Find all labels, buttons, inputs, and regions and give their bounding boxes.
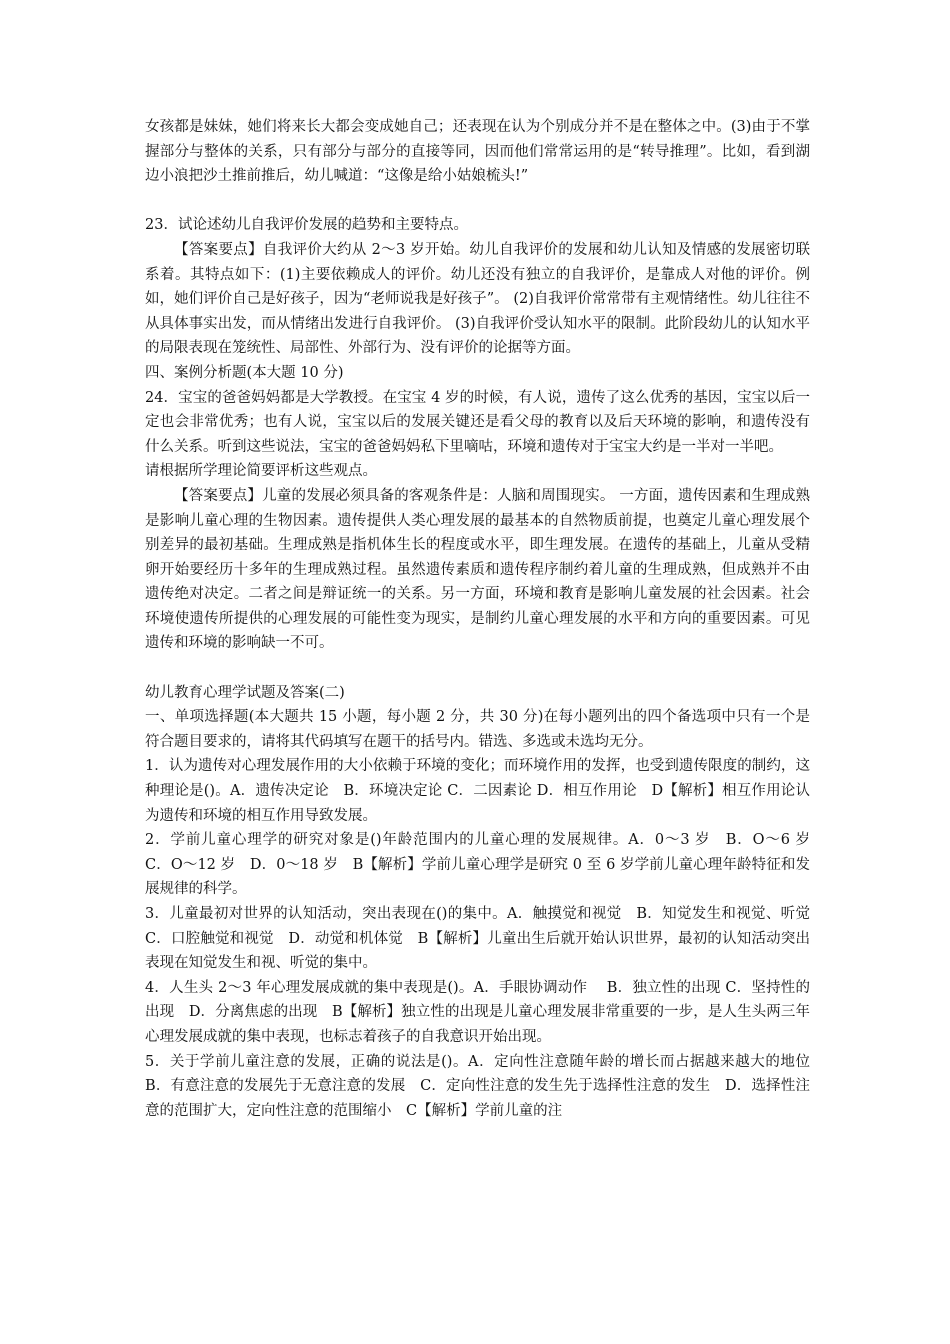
question-3: 3．儿童最初对世界的认知活动，突出表现在()的集中。A．触摸觉和视觉 B．知觉发生和视觉、听觉 C．口腔触觉和视觉 D．动觉和机体觉 B【解析】儿童出生后就开始认识世界，最初的认知活动突出表现在知觉发生和视、听觉的集中。 [145, 906, 825, 972]
question-2: 2．学前儿童心理学的研究对象是()年龄范围内的儿童心理的发展规律。A．0～3 岁 B．O～6 岁 C．O～12 岁 D．0～18 岁 B【解析】学前儿童心理学是研究 0 至 6 岁学前儿童心理年龄特征和发展规律的科学。 [145, 832, 825, 898]
question-1: 1．认为遗传对心理发展作用的大小依赖于环境的变化；而环境作用的发挥，也受到遗传限度的制约，这种理论是()。A．遗传决定论 B．环境决定论 C．二因素论 D．相互作用论 D【解析】相互作用论认为遗传和环境的相互作用导致发展。 [145, 758, 810, 824]
answer-24: 【答案要点】儿童的发展必须具备的客观条件是：人脑和周围现实。 一方面，遗传因素和生理成熟是影响儿童心理的生物因素。遗传提供人类心理发展的最基本的自然物质前提，也奠定儿童心理发展个别差异的最初基础。生理成熟是指机体生长的程度或水平，即生理发展。在遗传的基础上，儿童从受精卵开始要经历十多年的生理成熟过程。虽然遗传素质和遗传程序制约着儿童的生理成熟，但成熟并不由遗传绝对决定。二者之间是辩证统一的关系。另一方面，环境和教育是影响儿童发展的社会因素。社会环境使遗传所提供的心理发展的可能性变为现实，是制约儿童心理发展的水平和方向的重要因素。可见遗传和环境的影响缺一不可。 [145, 487, 810, 652]
paragraph-intro: 女孩都是妹妹，她们将来长大都会变成她自己；还表现在认为个别成分并不是在整体之中。(3)由于不掌握部分与整体的关系，只有部分与部分的直接等同，因而他们常常运用的是“转导推理”。比如，看到湖边小浪把沙土推前推后，幼儿喊道：“这像是给小姑娘梳头!” [145, 119, 810, 185]
section-heading-single-choice: 一、单项选择题(本大题共 15 小题，每小题 2 分，共 30 分)在每小题列出的四个备选项中只有一个是符合题目要求的，请将其代码填写在题干的括号内。错选、多选或未选均无分。 [145, 709, 810, 750]
document-page [145, 115, 825, 1123]
question-23: 23．试论述幼儿自我评价发展的趋势和主要特点。 [145, 217, 468, 234]
question-24: 24．宝宝的爸爸妈妈都是大学教授。在宝宝 4 岁的时候，有人说，遗传了这么优秀的基因，宝宝以后一定也会非常优秀；也有人说，宝宝以后的发展关键还是看父母的教育以及后天环境的影响，和遗传没有什么关系。听到这些说法，宝宝的爸爸妈妈私下里嘀咕，环境和遗传对于宝宝大约是一半对一半吧。 [145, 389, 810, 455]
section-heading-case-analysis: 四、案例分析题(本大题 10 分) [145, 364, 344, 381]
question-4: 4．人生头 2～3 年心理发展成就的集中表现是()。A．手眼协调动作 B．独立性的出现 C．坚持性的出现 D．分离焦虑的出现 B【解析】独立性的出现是儿童心理发展非常重要的一步，是人生头两三年心理发展成就的集中表现，也标志着孩子的自我意识开始出现。 [145, 979, 810, 1045]
question-24-instruction: 请根据所学理论简要评析这些观点。 [145, 463, 377, 480]
answer-23: 【答案要点】自我评价大约从 2～3 岁开始。幼儿自我评价的发展和幼儿认知及情感的发展密切联系着。其特点如下：(1)主要依赖成人的评价。幼儿还没有独立的自我评价，是靠成人对他的评价。例如，她们评价自己是好孩子，因为“老师说我是好孩子”。 (2)自我评价常常带有主观情绪性。幼儿往往不从具体事实出发，而从情绪出发进行自我评价。 (3)自我评价受认知水平的限制。此阶段幼儿的认知水平的局限表现在笼统性、局部性、外部行为、没有评价的论据等方面。 [145, 241, 810, 357]
blank-line [145, 656, 810, 681]
question-5: 5．关于学前儿童注意的发展，正确的说法是()。A．定向性注意随年龄的增长而占据越来越大的地位 B．有意注意的发展先于无意注意的发展 C．定向性注意的发生先于选择性注意的发生 D．选择性注意的范围扩大，定向性注意的范围缩小 C【解析】学前儿童的注 [145, 1053, 825, 1119]
document-title-part-2: 幼儿教育心理学试题及答案(二) [145, 684, 345, 701]
blank-line [145, 189, 810, 214]
